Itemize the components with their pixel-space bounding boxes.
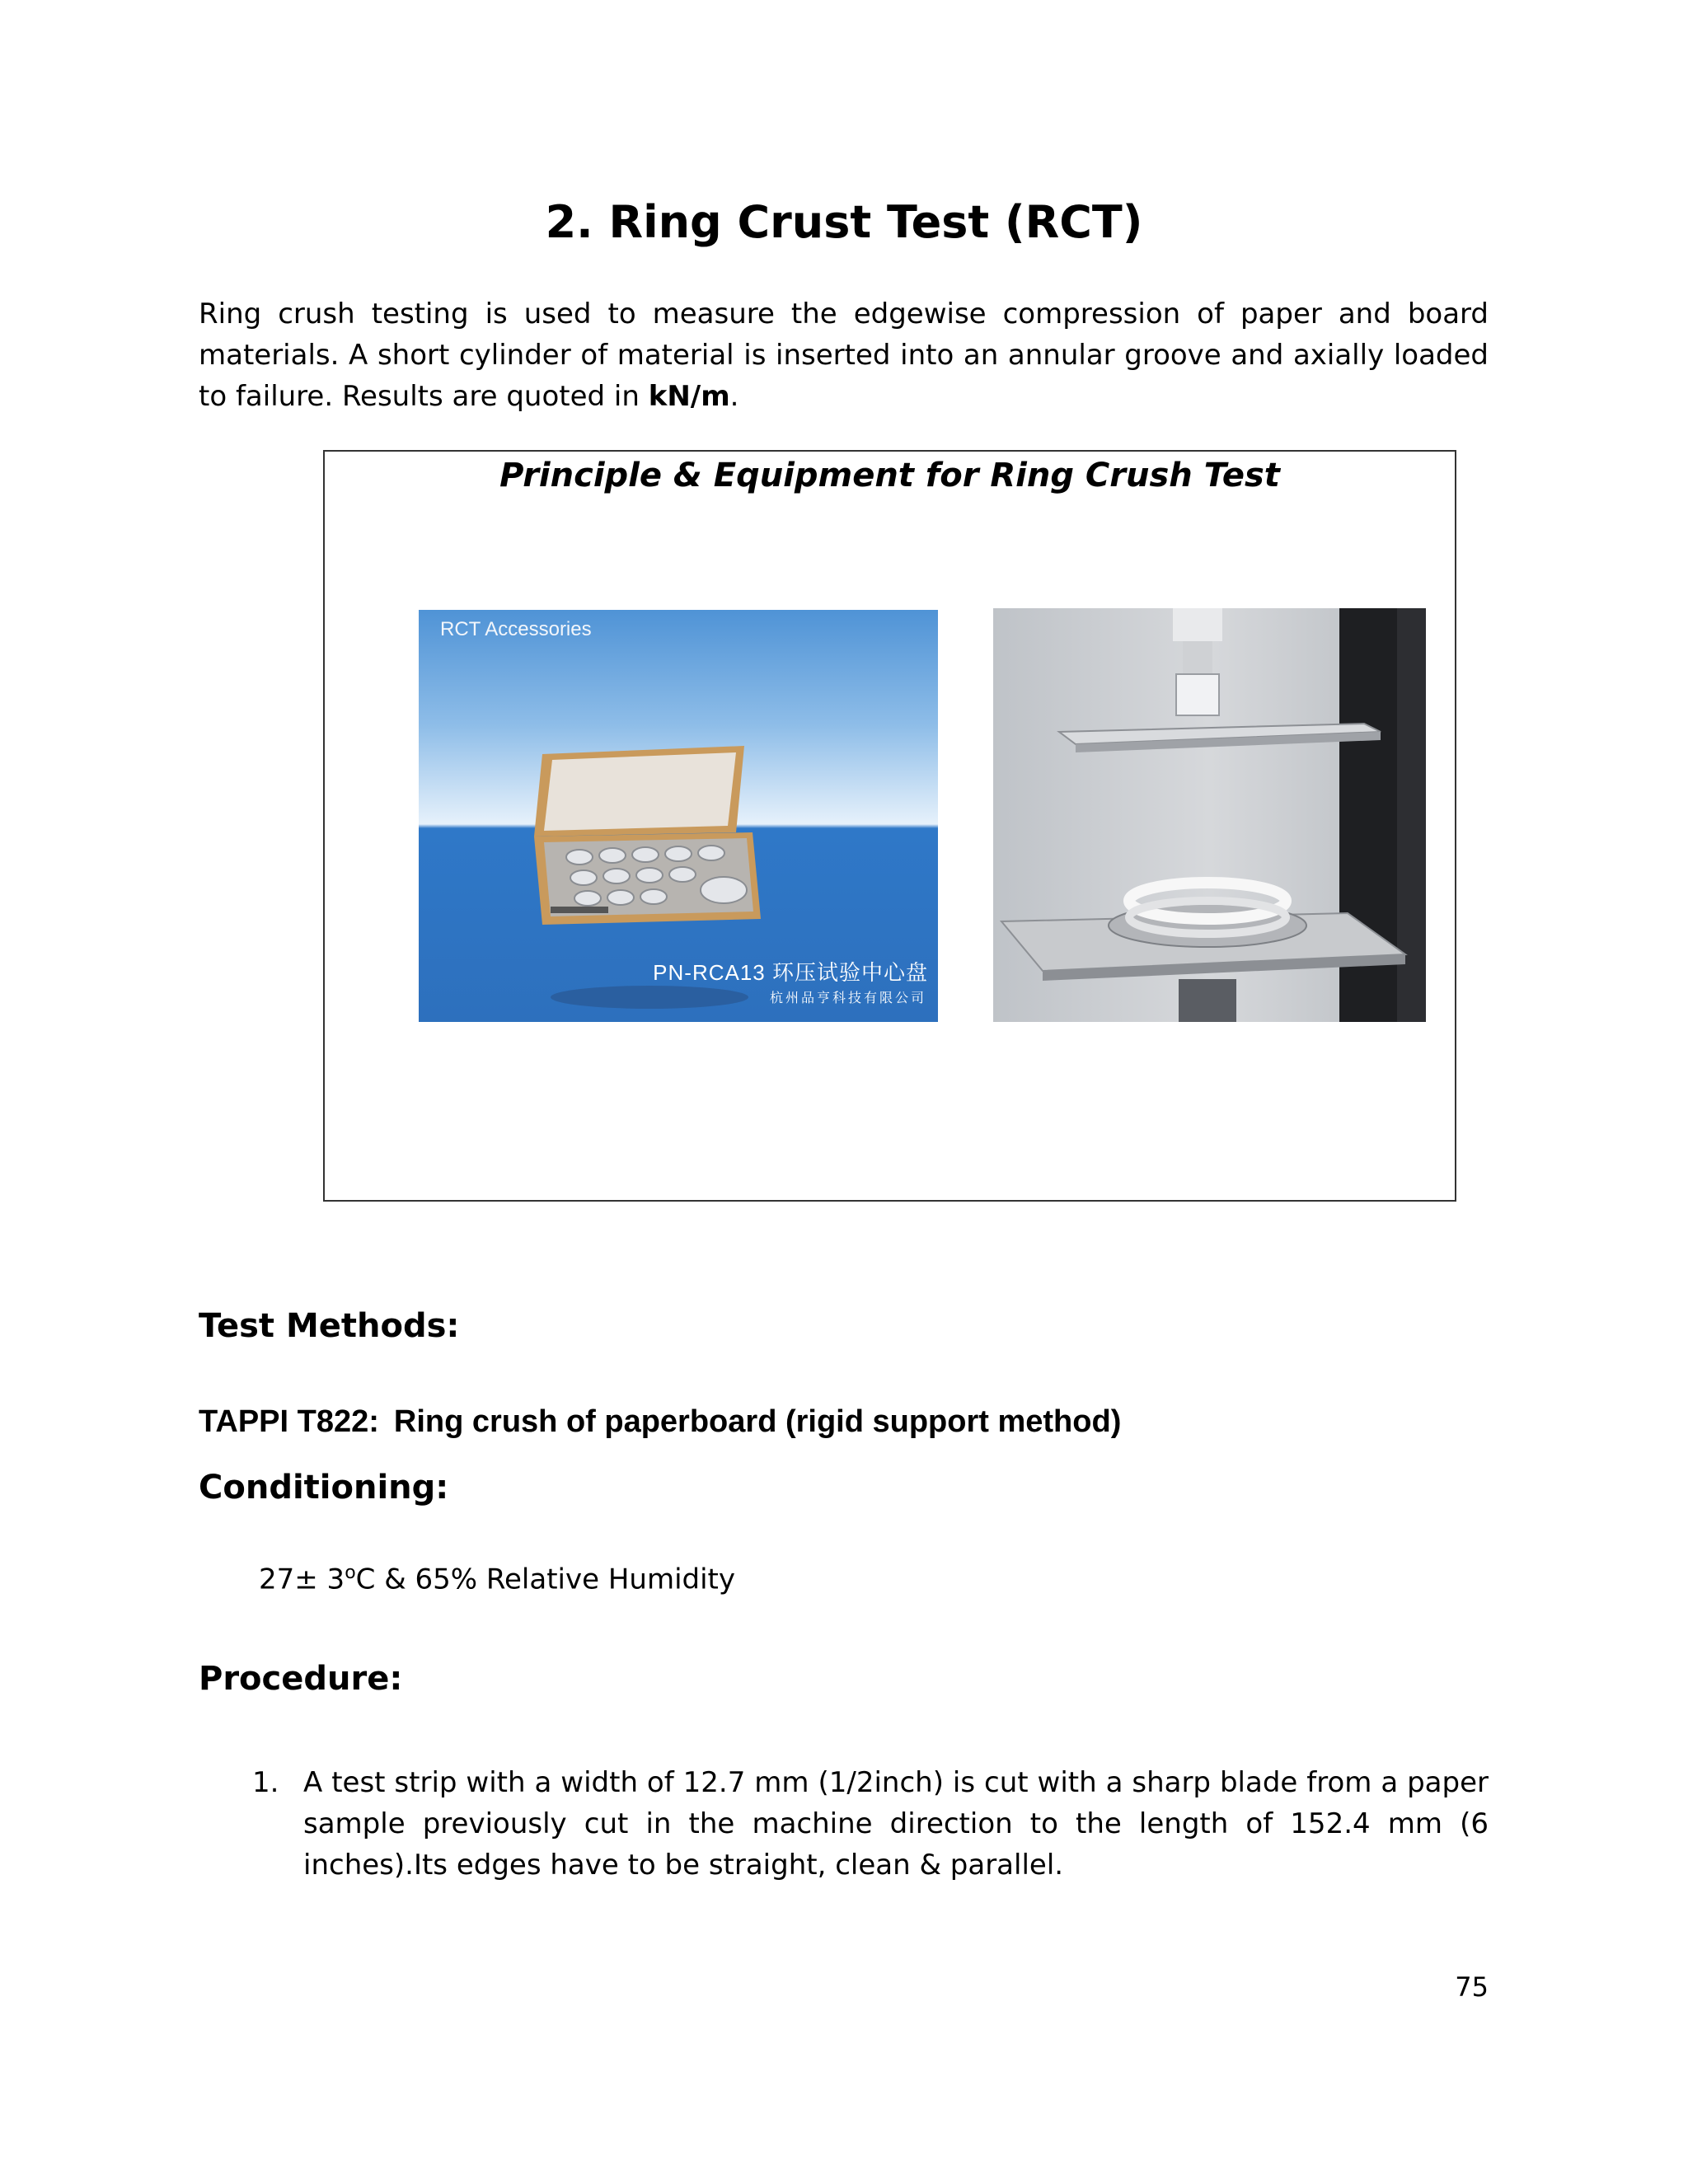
ring-crush-machine-photo — [993, 608, 1426, 1022]
figure-caption: Principle & Equipment for Ring Crush Test — [499, 457, 1280, 494]
figure-box — [323, 450, 1456, 1202]
test-method-description: Ring crush of paperboard (rigid support method) — [393, 1404, 1122, 1439]
procedure-list — [247, 1762, 1489, 1886]
degree-mark: o — [345, 1563, 356, 1583]
accessories-label: RCT Accessories — [440, 618, 592, 640]
crush-machine-illustration — [993, 608, 1426, 1022]
machine-base — [1179, 979, 1236, 1022]
intro-text: Ring crush testing is used to measure the edgewise compression of paper and board materials. A short cylinder of material is inserted into an annular groove and axially loaded to failure. Results are quoted in — [199, 298, 1489, 413]
page-title: 2. Ring Crust Test (RCT) — [545, 196, 1143, 248]
procedure-step-text: A test strip with a width of 12.7 mm (1/2inch) is cut with a sharp blade from a paper sample previously cut in the machine direction to the length of 152.4 mm (6 inches).Its edges have to be straight, clean & parallel. — [303, 1766, 1489, 1882]
conditioning-heading: Conditioning: — [199, 1469, 449, 1507]
rct-accessories-photo — [419, 610, 938, 1022]
conditioning-humidity: C & 65% Relative Humidity — [355, 1563, 735, 1596]
case-lid-lining — [544, 752, 736, 831]
procedure-step — [247, 1762, 1489, 1886]
case-tool — [551, 907, 608, 913]
intro-unit: kN/m — [648, 380, 730, 413]
intro-paragraph — [199, 293, 1489, 417]
model-label: PN-RCA13 环压试验中心盘 — [653, 960, 928, 985]
procedure-heading: Procedure: — [199, 1660, 403, 1698]
plunger-head — [1176, 674, 1219, 715]
plunger-top — [1173, 608, 1222, 641]
intro-end: . — [729, 380, 739, 413]
company-label: 杭州品亨科技有限公司 — [769, 991, 926, 1005]
test-method-line — [199, 1404, 1121, 1440]
procedure-step-number: 1. — [252, 1766, 279, 1799]
test-method-name: TAPPI T822: — [199, 1404, 379, 1439]
conditioning-value — [259, 1563, 735, 1596]
test-methods-heading: Test Methods: — [199, 1307, 460, 1345]
table-shadow — [551, 986, 748, 1009]
page-number: 75 — [1455, 1971, 1489, 2003]
conditioning-temp: 27± 3 — [259, 1563, 345, 1596]
